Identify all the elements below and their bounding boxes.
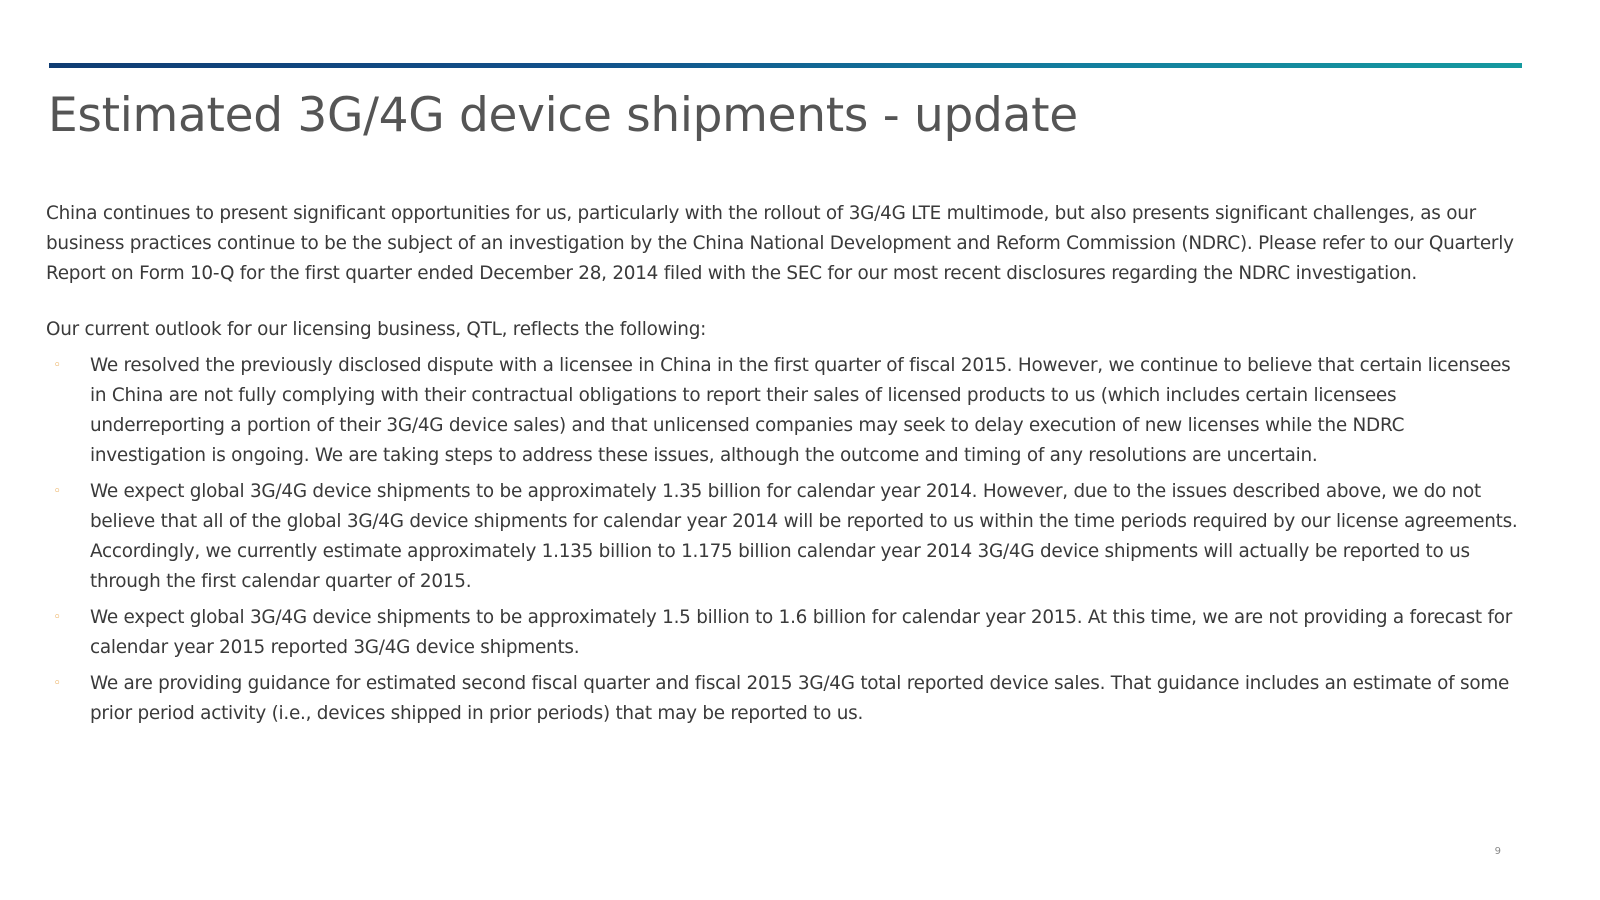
bullet-circle-icon: ◦ — [53, 676, 61, 691]
bullet-item-2015-shipments — [46, 603, 1522, 663]
bullet-circle-icon: ◦ — [53, 358, 61, 373]
lead-paragraph: Our current outlook for our licensing business, QTL, reflects the following: — [46, 319, 707, 340]
page-number: 9 — [1494, 846, 1501, 857]
bullet-circle-icon: ◦ — [53, 610, 61, 625]
bullet-text: We are providing guidance for estimated second fiscal quarter and fiscal 2015 3G/4G total reported device sales. That guidance includes an estimate of some prior period activity (i.e., devices shipped in prior periods) that may be reported to us. — [90, 673, 1510, 724]
bullet-item-2014-shipments — [46, 477, 1522, 597]
bullet-circle-icon: ◦ — [53, 484, 61, 499]
bullet-text: We resolved the previously disclosed dispute with a licensee in China in the first quarter of fiscal 2015. However, we continue to believe that certain licensees in China are not fully complying with their contractual obligations to report their sales of licensed products to us (which includes certain licensees underreporting a portion of their 3G/4G device sales) and that unlicensed companies may seek to delay execution of new licenses while the NDRC investigation is ongoing. We are taking steps to address these issues, although the outcome and timing of any resolutions are uncertain. — [90, 355, 1511, 466]
bullet-item-dispute-resolved — [46, 351, 1522, 471]
bullet-text: We expect global 3G/4G device shipments to be approximately 1.5 billion to 1.6 billion for calendar year 2015. At this time, we are not providing a forecast for calendar year 2015 reported 3G/4G device shipments. — [90, 607, 1513, 658]
slide-title: Estimated 3G/4G device shipments - update — [48, 88, 1078, 143]
slide-body — [46, 199, 1522, 735]
bullet-item-guidance — [46, 669, 1522, 729]
bullet-text: We expect global 3G/4G device shipments to be approximately 1.35 billion for calendar year 2014. However, due to the issues described above, we do not believe that all of the global 3G/4G device shipments for calendar year 2014 will be reported to us within the time periods required by our license agreements. Accordingly, we currently estimate approximately 1.135 billion to 1.175 billion calendar year 2014 3G/4G device shipments will actually be reported to us through the first calendar quarter of 2015. — [90, 481, 1518, 592]
intro-paragraph: China continues to present significant opportunities for us, particularly with the rollout of 3G/4G LTE multimode, but also presents significant challenges, as our business practices continue to be the subject of an investigation by the China National Development and Reform Commission (NDRC). Please refer to our Quarterly Report on Form 10-Q for the first quarter ended December 28, 2014 filed with the SEC for our most recent disclosures regarding the NDRC investigation. — [46, 203, 1514, 284]
header-accent-rule — [49, 63, 1522, 68]
outlook-bullet-list — [46, 351, 1522, 729]
